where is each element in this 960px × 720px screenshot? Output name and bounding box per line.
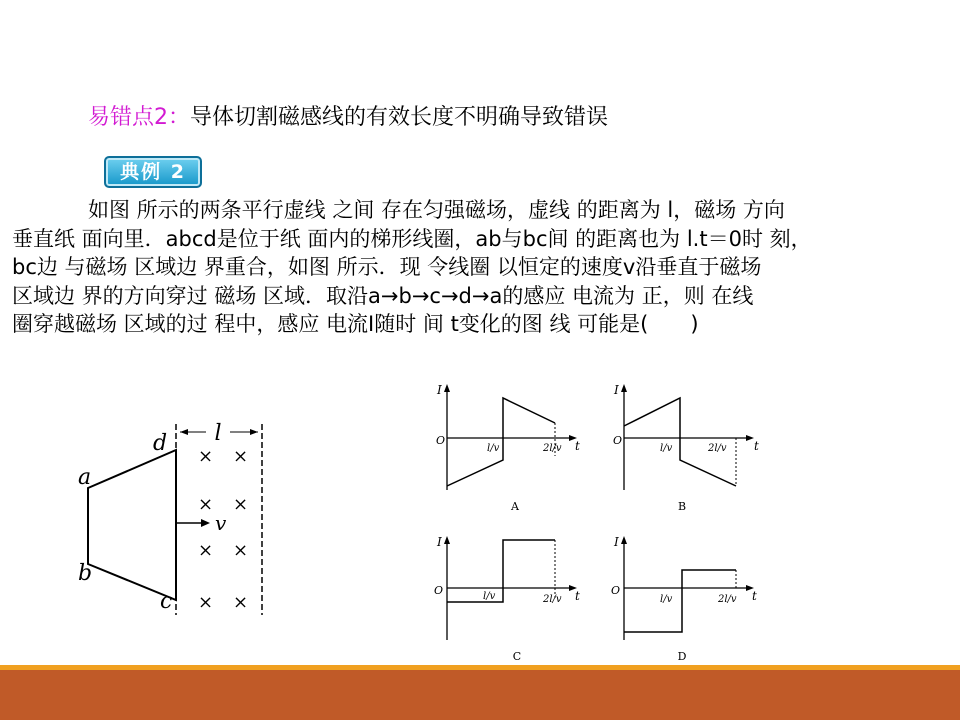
tick-label: 2l/v — [718, 594, 737, 605]
field-mark: × — [233, 446, 249, 467]
tick-label: l/v — [660, 443, 673, 454]
field-mark: × — [198, 592, 214, 613]
heading-tag: 易错点2： — [88, 105, 190, 130]
example-badge: 典例 2 — [104, 156, 202, 188]
axis-label: t — [575, 439, 580, 453]
field-mark: × — [198, 540, 214, 561]
label-l: l — [214, 421, 222, 446]
problem-line: 圈穿越磁场 区域的过 程中，感应 电流I随时 间 t变化的图 线 可能是( ) — [12, 312, 699, 336]
problem-line: 垂直纸 面向里．abcd是位于纸 面内的梯形线圈，ab与bc间 的距离也为 l.t＝0时 刻， — [12, 226, 812, 251]
axis-label: O — [613, 434, 623, 447]
axis-label: I — [437, 535, 442, 549]
graph-name: C — [512, 650, 522, 663]
field-mark: × — [233, 494, 249, 515]
graph-a — [425, 378, 595, 513]
axis-label: O — [436, 434, 446, 447]
problem-line: bc边 与磁场 区域边 界重合，如图 所示．现 令线圈 以恒定的速度v沿垂直于磁场 — [12, 255, 762, 279]
tick-label: l/v — [487, 443, 500, 454]
graph-name: A — [511, 500, 519, 513]
tick-label: l/v — [483, 591, 496, 602]
problem-line: 区域边 界的方向穿过 磁场 区域．取沿a→b→c→d→a的感应 电流为 正，则 在线 — [12, 283, 754, 308]
coil-diagram — [60, 410, 290, 625]
field-mark: × — [233, 592, 249, 613]
label-d: d — [153, 431, 168, 456]
field-mark: × — [198, 446, 214, 467]
section-heading — [88, 100, 608, 131]
tick-label: 2l/v — [708, 443, 727, 454]
graph-name: B — [677, 500, 687, 513]
axis-label: I — [614, 535, 619, 549]
label-a: a — [78, 465, 92, 490]
axis-label: I — [437, 383, 442, 397]
label-v: v — [215, 511, 227, 535]
axis-label: t — [754, 439, 759, 453]
axis-label: O — [434, 584, 444, 597]
graph-name: D — [677, 650, 687, 663]
graph-c — [425, 530, 595, 665]
field-mark: × — [233, 540, 249, 561]
label-b: b — [78, 561, 93, 586]
footer-bar — [0, 670, 960, 720]
axis-label: t — [752, 589, 757, 603]
axis-label: O — [611, 584, 621, 597]
graph-d — [602, 530, 772, 665]
problem-text — [12, 196, 952, 339]
tick-label: 2l/v — [543, 443, 562, 454]
label-c: c — [160, 589, 173, 614]
graph-b — [602, 378, 772, 513]
tick-label: l/v — [660, 594, 673, 605]
tick-label: 2l/v — [543, 594, 562, 605]
problem-line: 如图 所示的两条平行虚线 之间 存在匀强磁场，虚线 的距离为 l，磁场 方向 — [88, 198, 785, 222]
axis-label: I — [614, 383, 619, 397]
axis-label: t — [575, 589, 580, 603]
heading-title: 导体切割磁感线的有效长度不明确导致错误 — [190, 105, 609, 130]
field-mark: × — [198, 494, 214, 515]
